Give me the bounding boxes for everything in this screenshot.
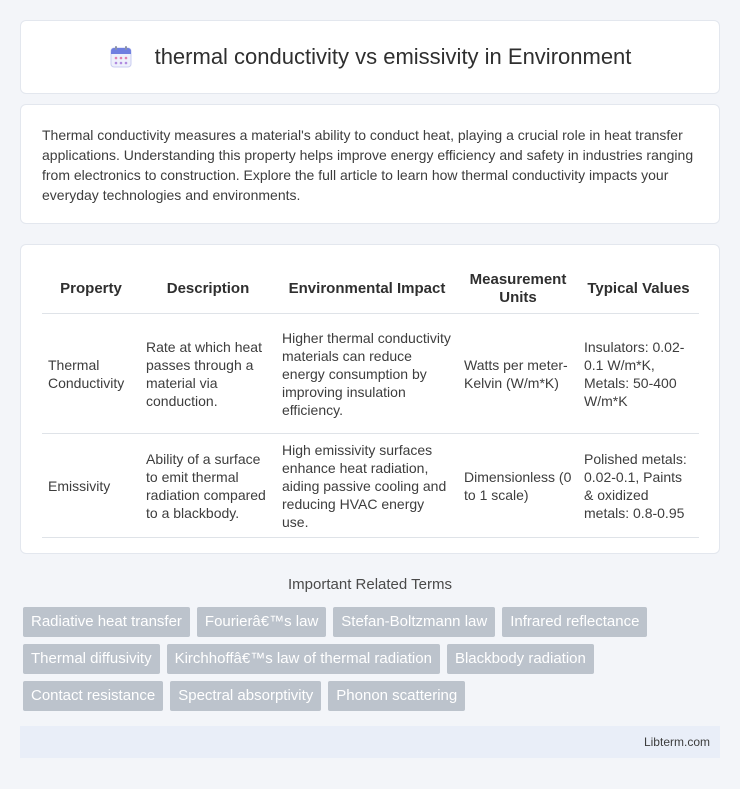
related-term-tag[interactable]: Kirchhoffâ€™s law of thermal radiation	[167, 644, 440, 674]
tag-row	[23, 681, 723, 711]
footer-link[interactable]: Libterm.com	[643, 735, 710, 749]
tag-row	[23, 607, 723, 637]
table-cell: Thermal Conductivity	[42, 314, 140, 434]
column-header-typical-values: Typical Values	[578, 265, 699, 314]
table-cell: High emissivity surfaces enhance heat radiation, aiding passive cooling and reducing HVAC energy use.	[276, 434, 458, 538]
column-header-environmental-impact: Environmental Impact	[276, 265, 458, 314]
table-cell: Higher thermal conductivity materials can reduce energy consumption by improving insulation efficiency.	[276, 314, 458, 434]
table-header-row	[42, 265, 699, 314]
header	[109, 44, 632, 70]
table-cell: Insulators: 0.02-0.1 W/m*K, Metals: 50-400 W/m*K	[578, 314, 699, 434]
footer	[20, 726, 720, 758]
calendar-icon	[109, 45, 133, 69]
page-title: thermal conductivity vs emissivity in Environment	[154, 44, 632, 69]
comparison-table-card	[20, 244, 720, 554]
column-header-property: Property	[42, 265, 140, 314]
table-cell: Dimensionless (0 to 1 scale)	[458, 434, 578, 538]
related-terms-title: Important Related Terms	[288, 576, 452, 593]
table-cell: Polished metals: 0.02-0.1, Paints & oxidized metals: 0.8-0.95	[578, 434, 699, 538]
related-term-tag[interactable]: Fourierâ€™s law	[197, 607, 326, 637]
related-term-tag[interactable]: Stefan-Boltzmann law	[333, 607, 495, 637]
intro-card	[20, 104, 720, 224]
intro-text: Thermal conductivity measures a material's ability to conduct heat, playing a crucial role in heat transfer applications. Understanding this property helps improve energy efficiency and safety in industries ranging from electronics to construction. Explore the full article to learn how thermal conductivity impacts your everyday technologies and environments.	[42, 127, 694, 203]
table-cell: Emissivity	[42, 434, 140, 538]
table-row	[42, 314, 699, 434]
related-term-tag[interactable]: Spectral absorptivity	[170, 681, 321, 711]
related-term-tag[interactable]: Infrared reflectance	[502, 607, 647, 637]
related-term-tag[interactable]: Radiative heat transfer	[23, 607, 190, 637]
column-header-description: Description	[140, 265, 276, 314]
related-terms-list	[23, 607, 723, 718]
header-card	[20, 20, 720, 94]
table-cell: Ability of a surface to emit thermal radiation compared to a blackbody.	[140, 434, 276, 538]
related-term-tag[interactable]: Contact resistance	[23, 681, 163, 711]
related-term-tag[interactable]: Phonon scattering	[328, 681, 465, 711]
table-cell: Rate at which heat passes through a material via conduction.	[140, 314, 276, 434]
table-row	[42, 434, 699, 538]
column-header-measurement-units: Measurement Units	[458, 265, 578, 314]
related-term-tag[interactable]: Thermal diffusivity	[23, 644, 160, 674]
table-cell: Watts per meter-Kelvin (W/m*K)	[458, 314, 578, 434]
comparison-table	[42, 265, 699, 538]
tag-row	[23, 644, 723, 674]
related-term-tag[interactable]: Blackbody radiation	[447, 644, 594, 674]
